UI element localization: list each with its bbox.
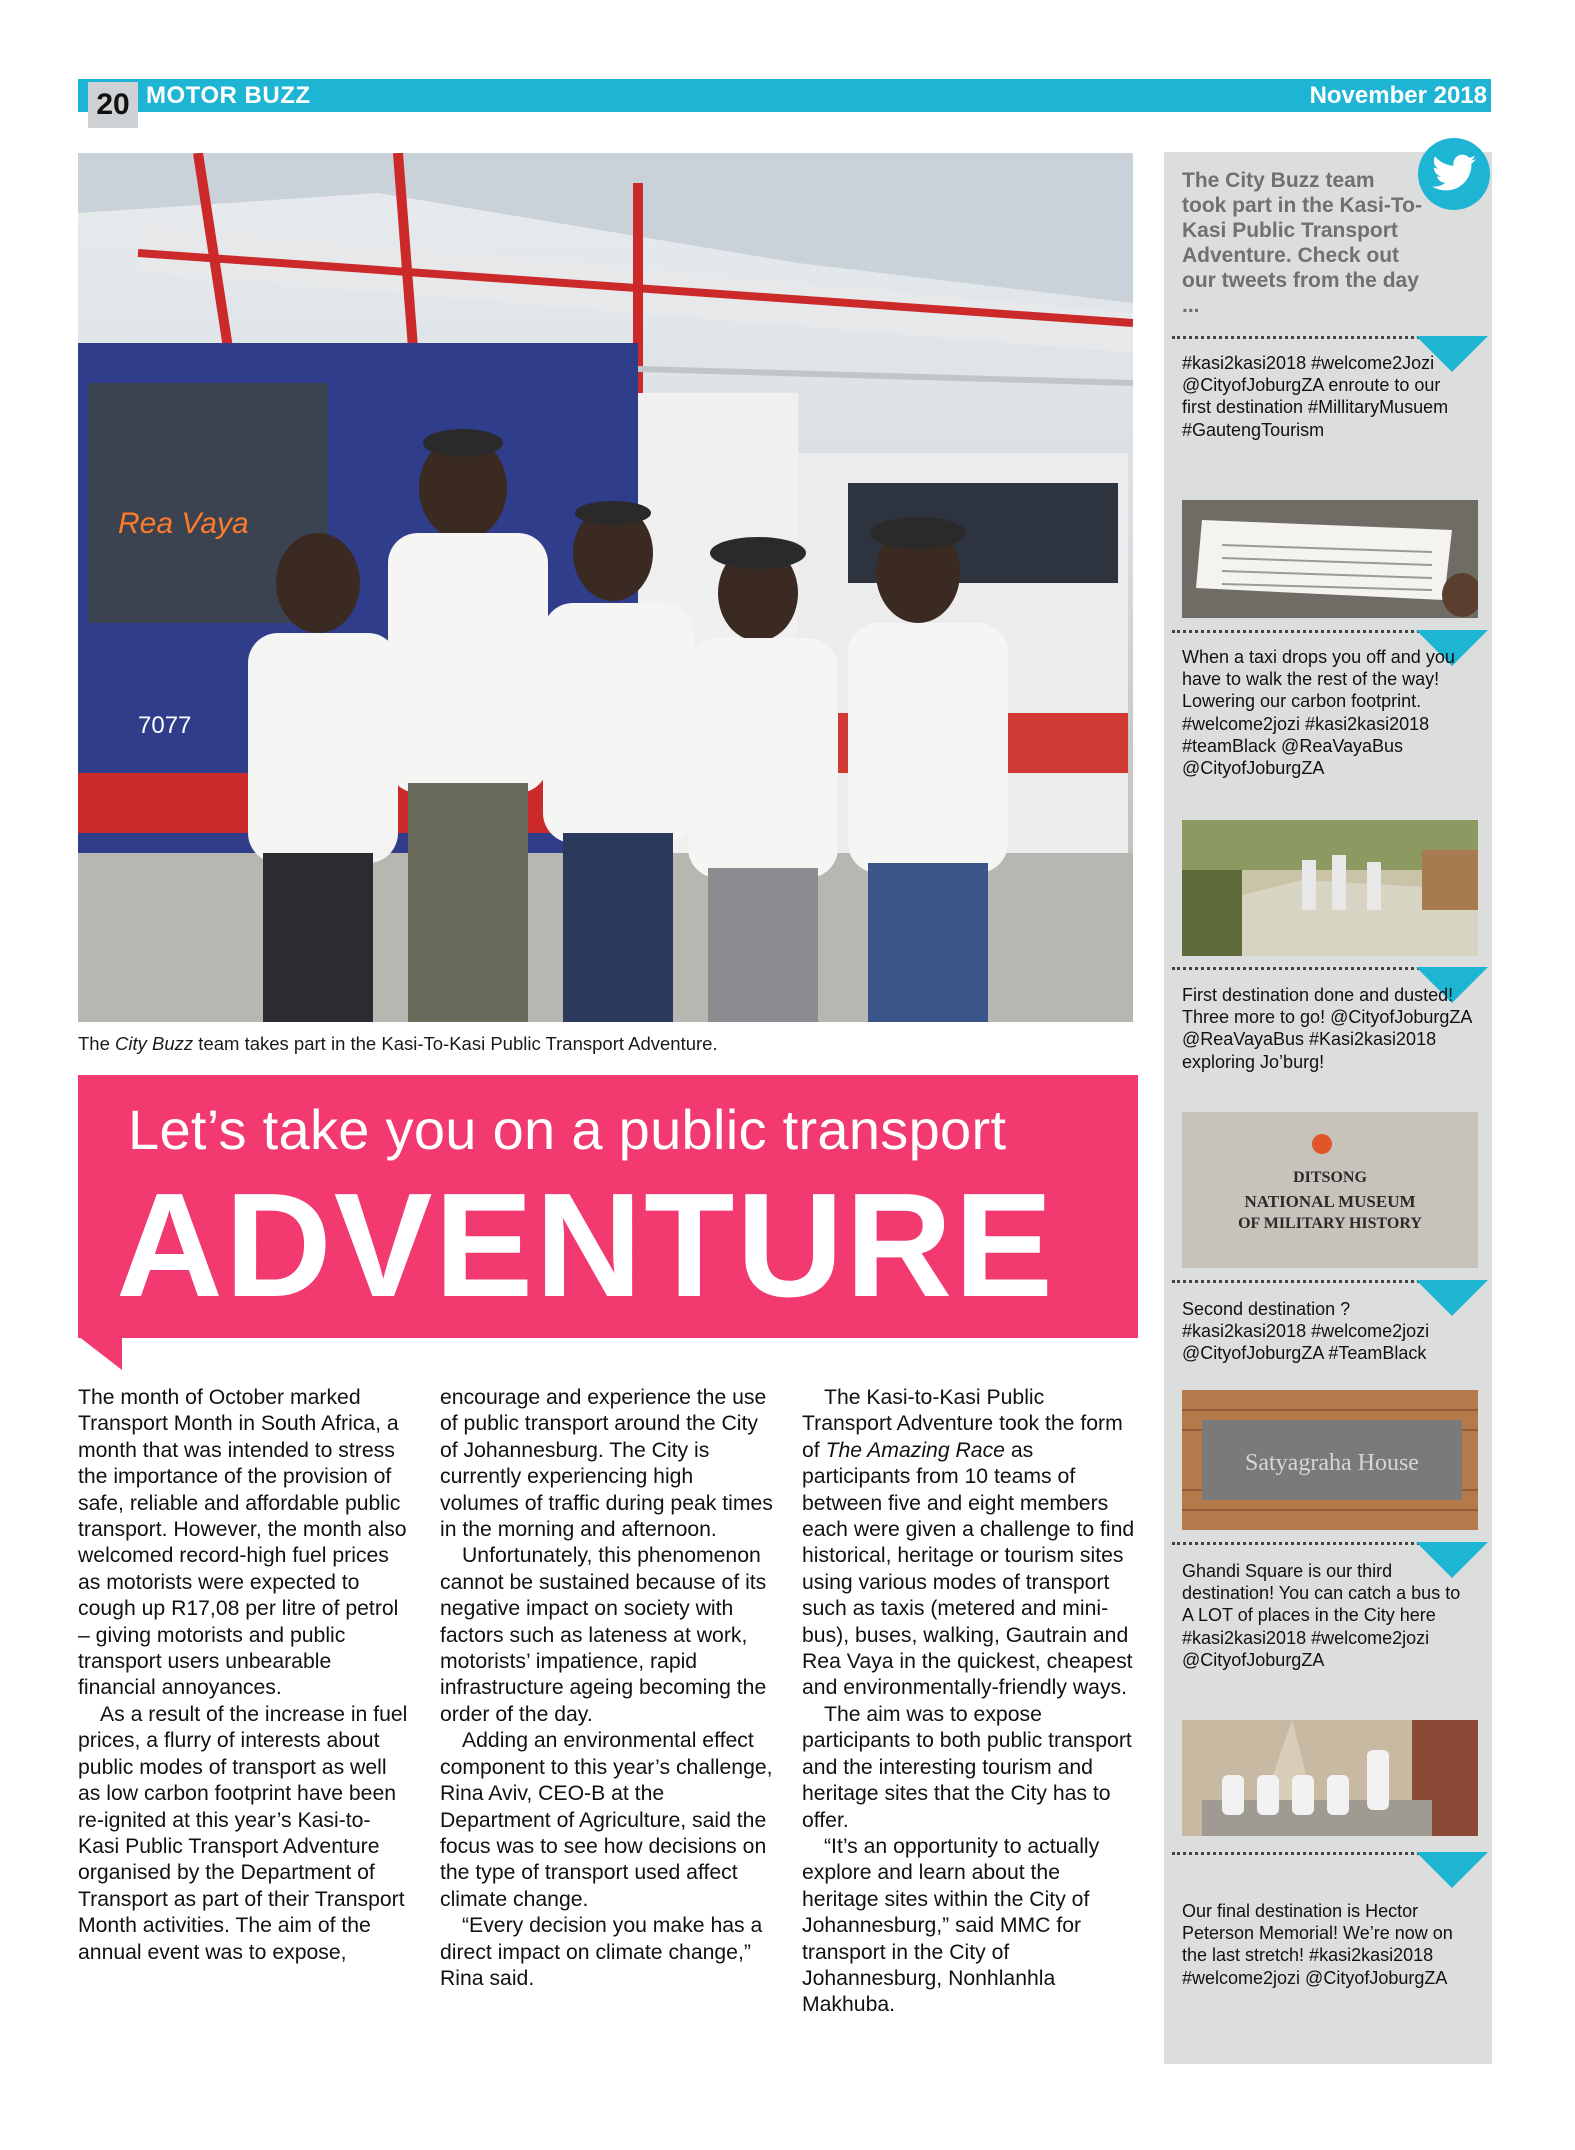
- headline-block: [78, 1075, 1138, 1338]
- article-column-2: [440, 1385, 775, 1992]
- pointer-triangle: [1416, 1852, 1488, 1888]
- tweet-5-photo: [1182, 1720, 1478, 1836]
- paragraph: As a result of the increase in fuel prices, a flurry of interests about public modes of transport as well as low carbon footprint have been re-ignited at this year’s Kasi-to-Kasi Public Transport Adventure organised by the Department of Transport as part of their Transport Month activities. The aim of the annual event was to expose,: [78, 1702, 408, 1964]
- page-number: 20: [88, 82, 138, 128]
- paragraph: “It’s an opportunity to actually explore and learn about the heritage sites within the City of Johannesburg,” said MMC for transport in the City of Johannesburg, Nonhlanhla Makhuba.: [802, 1834, 1100, 2017]
- tweet-3-photo: [1182, 1112, 1478, 1268]
- tweet-2-photo: [1182, 820, 1478, 956]
- museum-logo: DITSONG: [1293, 1169, 1367, 1186]
- tweet-2: When a taxi drops you off and you have to walk the rest of the way! Lowering our carbon footprint. #welcome2jozi #kasi2kasi2018 #teamBlack @ReaVayaBus @CityofJoburgZA: [1182, 647, 1455, 779]
- bus-route-label: Rea Vaya: [118, 507, 249, 540]
- tweet-1-photo: [1182, 500, 1478, 618]
- house-sign: Satyagraha House: [1245, 1450, 1419, 1476]
- tweet-6: Our final destination is Hector Peterson Memorial! We’re now on the last stretch! #kasi2kasi2018 #welcome2jozi @CityofJoburgZA: [1182, 1901, 1453, 1988]
- article-column-1: [78, 1385, 408, 1966]
- tweet-4: Second destination ? #kasi2kasi2018 #welcome2jozi @CityofJoburgZA #TeamBlack: [1182, 1299, 1430, 1364]
- article-column-3: [802, 1385, 1138, 2019]
- issue-date: November 2018: [1309, 82, 1487, 109]
- tweet-3: First destination done and dusted! Three more to go! @CityofJoburgZA @ReaVayaBus #Kasi2kasi2018 exploring Jo’burg!: [1182, 985, 1472, 1072]
- tweet-1: #kasi2kasi2018 #welcome2Jozi @CityofJoburgZA enroute to our first destination #MillitaryMusuem #GautengTourism: [1182, 353, 1449, 440]
- team-photo-illustration: [78, 153, 1133, 1022]
- museum-sign-line1: NATIONAL MUSEUM: [1244, 1192, 1416, 1211]
- twitter-sidebar: [1164, 152, 1492, 2064]
- museum-sign-line2: OF MILITARY HISTORY: [1238, 1215, 1422, 1232]
- twitter-icon: [1418, 138, 1490, 210]
- tweet-5: Ghandi Square is our third destination! You can catch a bus to A LOT of places in the City here #kasi2kasi2018 #welcome2jozi @CityofJoburgZA: [1182, 1561, 1461, 1670]
- paragraph: The Kasi-to-Kasi Public Transport Adventure took the form of The Amazing Race as participants from 10 teams of between five and eight members each were given a challenge to find historical, heritage or tourism sites using various modes of transport such as taxis (metered and mini-bus), buses, walking, Gautrain and Rea Vaya in the quickest, cheapest and environmentally-friendly ways.: [802, 1386, 1135, 1700]
- headline-pointer: [78, 1336, 122, 1370]
- paragraph: The month of October marked Transport Month in South Africa, a month that was intended to stress the importance of the provision of safe, reliable and affordable public transport. However, the month also welcomed record-high fuel prices as motorists were expected to cough up R17,08 per litre of petrol – giving motorists and public transport users unbearable financial annoyances.: [78, 1386, 407, 1700]
- headline-kicker: Let’s take you on a public transport: [128, 1098, 1007, 1161]
- photo-caption: The City Buzz team takes part in the Kasi-To-Kasi Public Transport Adventure.: [78, 1033, 718, 1054]
- main-photo: [78, 153, 1133, 1022]
- headline-title: ADVENTURE: [116, 1163, 1055, 1328]
- bus-number-label: 7077: [138, 712, 192, 739]
- paragraph: Unfortunately, this phenomenon cannot be sustained because of its negative impact on society with factors such as lateness at work, motorists’ impatience, rapid infrastructure ageing becoming the order of the day.: [440, 1544, 767, 1726]
- tweet-4-photo: [1182, 1390, 1478, 1530]
- sidebar-intro: The City Buzz team took part in the Kasi-To-Kasi Public Transport Adventure. Check out our tweets from the day ...: [1182, 169, 1422, 317]
- paragraph: The aim was to expose participants to both public transport and the interesting tourism and heritage sites that the City has to offer.: [802, 1702, 1132, 1832]
- paragraph: encourage and experience the use of public transport around the City of Johannesburg. The City is currently experiencing high volumes of traffic during peak times in the morning and afternoon.: [440, 1386, 773, 1542]
- paragraph: “Every decision you make has a direct impact on climate change,” Rina said.: [440, 1914, 763, 1990]
- paragraph: Adding an environmental effect component to this year’s challenge, Rina Aviv, CEO-B at the Department of Agriculture, said the focus was to see how decisions on the type of transport used affect climate change.: [440, 1729, 773, 1911]
- section-title: MOTOR BUZZ: [146, 82, 311, 109]
